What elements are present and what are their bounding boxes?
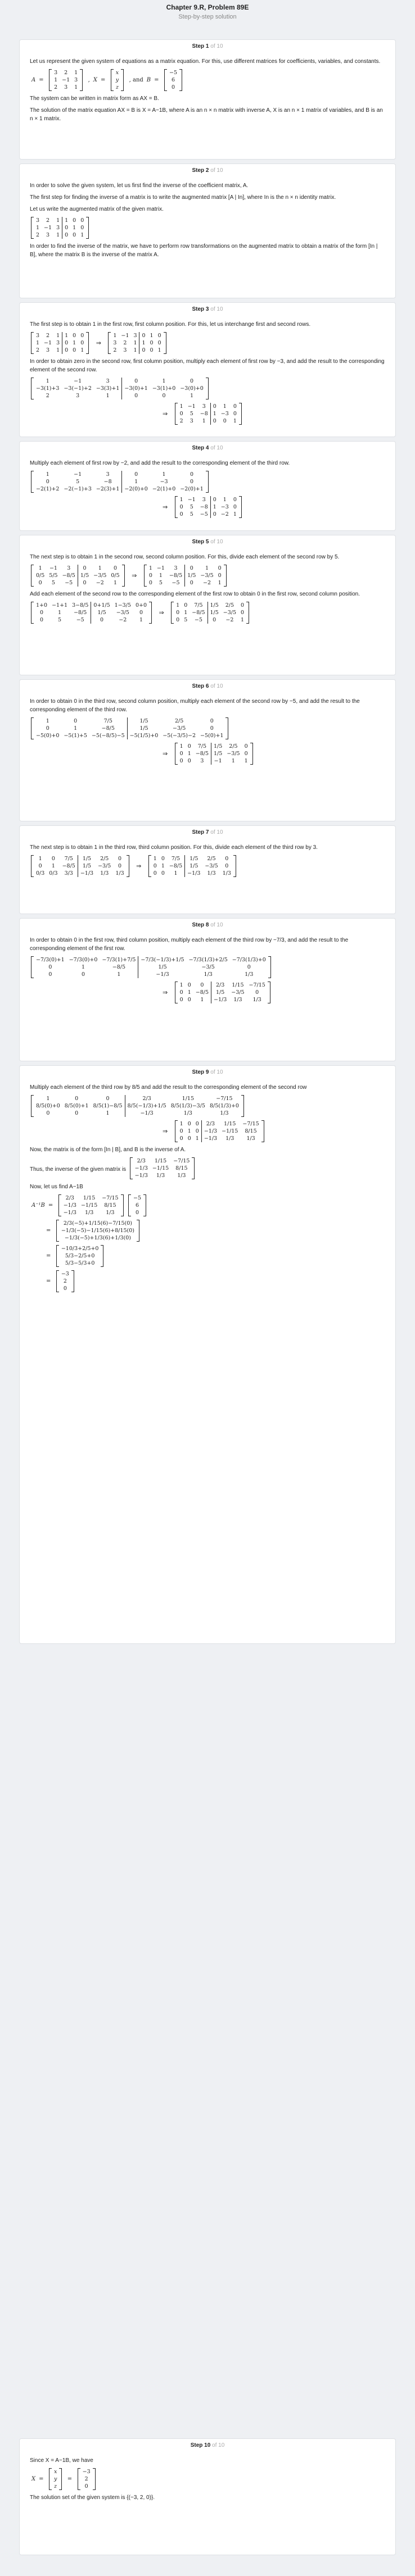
matrix-row-operation: 1 0 7/5 1/5 2/5 0 0 1 −8/5 1/5 −3/5 0 0/3 0/3 3/3 −1/3 1/3 1/3 ⇒ 1 0 7/5 1/5 2/5 0 0 1 −8/5 1/5 −3/5 0 0 0 1 −1/3 1/3 1/3 bbox=[30, 855, 385, 877]
step-heading: Step 1 of 10 bbox=[192, 43, 223, 49]
step-text: Now, let us find A−1B bbox=[30, 1184, 83, 1190]
matrix-row-operation: 1 0 7/5 1/5 2/5 0 0 1 −8/5 1/5 −3/5 0 −5(0)+0 −5(1)+5 −5(−8/5)−5 −5(1/5)+0 −5(−3/5)−2 −5(0)+1 bbox=[30, 717, 385, 739]
step-heading: Step 10 of 10 bbox=[190, 2442, 225, 2448]
step-1-card bbox=[19, 39, 396, 160]
product-expansion: = 2/3(−5)+1/15(6)−7/15(0) −1/3(−5)−1/15(6)+8/15(0) −1/3(−5)+1/3(6)+1/3(0) bbox=[30, 1220, 385, 1242]
matrix-row-operation: 1 −1 3 0 1 0 −3(1)+3 −3(−1)+2 −3(3)+1 −3(0)+1 −3(1)+0 −3(0)+0 2 3 1 0 0 1 bbox=[30, 378, 385, 399]
step-8-card bbox=[19, 918, 396, 1061]
matrix-result: ⇒ 1 0 0 2/3 1/15 −7/15 0 1 −8/5 1/5 −3/5 0 0 0 1 −1/3 1/3 1/3 bbox=[30, 982, 385, 1003]
inverse-times-b: A⁻¹B = 2/3 1/15 −7/15 −1/3 −1/15 8/15 −1/3 1/3 1/3 −5 6 0 bbox=[30, 1194, 385, 1216]
matrix-row-operation: 1 −1 3 0 1 0 0/5 5/5 −8/5 1/5 −3/5 0/5 0 5 −5 0 −2 1 ⇒ 1 −1 3 0 1 0 0 1 −8/5 1/5 −3/5 0 0 5 −5 0 −2 1 bbox=[30, 565, 385, 587]
matrix-row-operation: −7/3(0)+1 −7/3(0)+0 −7/3(1)+7/5 −7/3(−1/3)+1/5 −7/3(1/3)+2/5 −7/3(1/3)+0 0 1 −8/5 1/5 −3/5 0 0 0 1 −1/3 1/3 1/3 bbox=[30, 956, 385, 978]
step-heading: Step 8 of 10 bbox=[192, 922, 223, 928]
step-text: Let us write the augmented matrix of the given matrix. bbox=[30, 206, 164, 212]
matrix-result: ⇒ 1 −1 3 0 1 0 0 5 −8 1 −3 0 0 5 −5 0 −2 1 bbox=[30, 496, 385, 518]
step-10-card bbox=[19, 2438, 396, 2555]
page-subtitle: Step-by-step solution bbox=[178, 13, 237, 20]
matrix-equation: A = 3 2 1 1 −1 3 2 3 1 , X = x y z , and B = −5 6 0 bbox=[30, 69, 385, 91]
page-header bbox=[0, 0, 415, 29]
step-2-card bbox=[19, 163, 396, 298]
augmented-matrix: 3 2 1 1 0 0 1 −1 3 0 1 0 2 3 1 0 0 1 bbox=[30, 217, 385, 239]
matrix-result: ⇒ 1 0 0 2/3 1/15 −7/15 0 1 0 −1/3 −1/15 8/15 0 0 1 −1/3 1/3 1/3 bbox=[30, 1120, 385, 1142]
step-text: The next step is to obtain 1 in the second row, second column position. For this, divide each element of the second row by 5. bbox=[30, 554, 340, 560]
step-heading: Step 6 of 10 bbox=[192, 683, 223, 689]
matrix-result: ⇒ 1 0 7/5 1/5 2/5 0 0 1 −8/5 1/5 −3/5 0 0 0 3 −1 1 1 bbox=[30, 743, 385, 765]
step-text: Now, the matrix is of the form [In | B], and B is the inverse of A. bbox=[30, 1147, 186, 1153]
matrix-row-operation: 1 0 0 2/3 1/15 −7/15 8/5(0)+0 8/5(0)+1 8/5(1)−8/5 8/5(−1/3)+1/5 8/5(1/3)−3/5 8/5(1/3)+0 0 0 1 −1/3 1/3 1/3 bbox=[30, 1095, 385, 1117]
step-4-card bbox=[19, 441, 396, 531]
step-text: Multiply each element of first row by −2, and add the result to the corresponding element of the third row. bbox=[30, 460, 290, 466]
step-text: Let us represent the given system of equations as a matrix equation. For this, use different matrices for coefficients, variables, and constants. bbox=[30, 58, 381, 65]
step-text: Thus, the inverse of the given matrix is bbox=[30, 1166, 127, 1173]
step-text: The solution of the matrix equation AX = B is X = A−1B, where A is an n × n matrix with inverse A, X is an n × 1 matrix of variables, and B is an n × 1 matrix. bbox=[30, 107, 383, 122]
step-text: The next step is to obtain 1 in the third row, third column position. For this, divide each element of the third row by 3. bbox=[30, 844, 318, 851]
matrix-result: ⇒ 1 −1 3 0 1 0 0 5 −8 1 −3 0 2 3 1 0 0 1 bbox=[30, 403, 385, 425]
step-text: In order to solve the given system, let us first find the inverse of the coefficient matrix, A. bbox=[30, 183, 249, 189]
step-text: In order to obtain 0 in the third row, second column position, multiply each element of the second row by −5, and add the result to the corresponding element of the third row. bbox=[30, 698, 360, 713]
step-text: Add each element of the second row to the corresponding element of the first row to obtain 0 in the first row, second column position. bbox=[30, 591, 360, 597]
solution-vector: X = x y z = −3 2 0 bbox=[30, 2468, 385, 2490]
step-text: The solution set of the given system is {(−3, 2, 0)}. bbox=[30, 2495, 155, 2501]
inverse-matrix: Thus, the inverse of the given matrix is 2/3 1/15 −7/15 −1/3 −1/15 8/15 −1/3 1/3 1/3 bbox=[30, 1157, 385, 1179]
step-text: In order to find the inverse of the matrix, we have to perform row transformations on the augmented matrix to obtain a matrix of the form [In | B], where the matrix B is the inverse of the matrix A. bbox=[30, 243, 378, 258]
step-9-card bbox=[19, 1065, 396, 1644]
page-title: Chapter 9.R, Problem 89E bbox=[166, 3, 249, 11]
product-simplify: = −10/3+2/5+0 5/3−2/5+0 5/3−5/3+0 bbox=[30, 1245, 385, 1267]
step-5-card bbox=[19, 535, 396, 675]
matrix-row-operation: 1+0 −1+1 3−8/5 0+1/5 1−3/5 0+0 0 1 −8/5 1/5 −3/5 0 0 5 −5 0 −2 1 ⇒ 1 0 7/5 1/5 2/5 0 0 1 −8/5 1/5 −3/5 0 0 5 −5 0 −2 1 bbox=[30, 602, 385, 624]
step-7-card bbox=[19, 825, 396, 914]
matrix-row-operation: 3 2 1 1 0 0 1 −1 3 0 1 0 2 3 1 0 0 1 ⇒ 1 −1 3 0 1 0 3 2 1 1 0 0 2 3 1 0 0 1 bbox=[30, 332, 385, 354]
step-text: In order to obtain 0 in the first row, third column position, multiply each element of the third row by −7/3, and add the result to the corresponding element of the first row. bbox=[30, 937, 349, 952]
step-text: Since X = A−1B, we have bbox=[30, 2457, 93, 2464]
step-text: The first step for finding the inverse of a matrix is to write the augmented matrix [A | In], where In is the n × n identity matrix. bbox=[30, 194, 336, 201]
step-text: In order to obtain zero in the second row, first column position, multiply each element of first row by −3, and add the result to the corresponding element of the second row. bbox=[30, 358, 385, 373]
step-text: The first step is to obtain 1 in the first row, first column position. For this, let us interchange first and second rows. bbox=[30, 321, 311, 328]
step-text: The system can be written in matrix form as AX = B. bbox=[30, 96, 159, 102]
step-heading: Step 5 of 10 bbox=[192, 539, 223, 545]
step-text: Multiply each element of the third row by 8/5 and add the result to the corresponding element of the second row bbox=[30, 1084, 307, 1091]
step-3-card bbox=[19, 302, 396, 437]
step-heading: Step 2 of 10 bbox=[192, 167, 223, 174]
matrix-row-operation: 1 −1 3 0 1 0 0 5 −8 1 −3 0 −2(1)+2 −2(−1)+3 −2(3)+1 −2(0)+0 −2(1)+0 −2(0)+1 bbox=[30, 471, 385, 493]
step-heading: Step 9 of 10 bbox=[192, 1069, 223, 1075]
step-heading: Step 7 of 10 bbox=[192, 829, 223, 835]
product-result: = −3 2 0 bbox=[30, 1270, 385, 1292]
step-heading: Step 3 of 10 bbox=[192, 306, 223, 312]
step-heading: Step 4 of 10 bbox=[192, 445, 223, 451]
step-6-card bbox=[19, 679, 396, 821]
